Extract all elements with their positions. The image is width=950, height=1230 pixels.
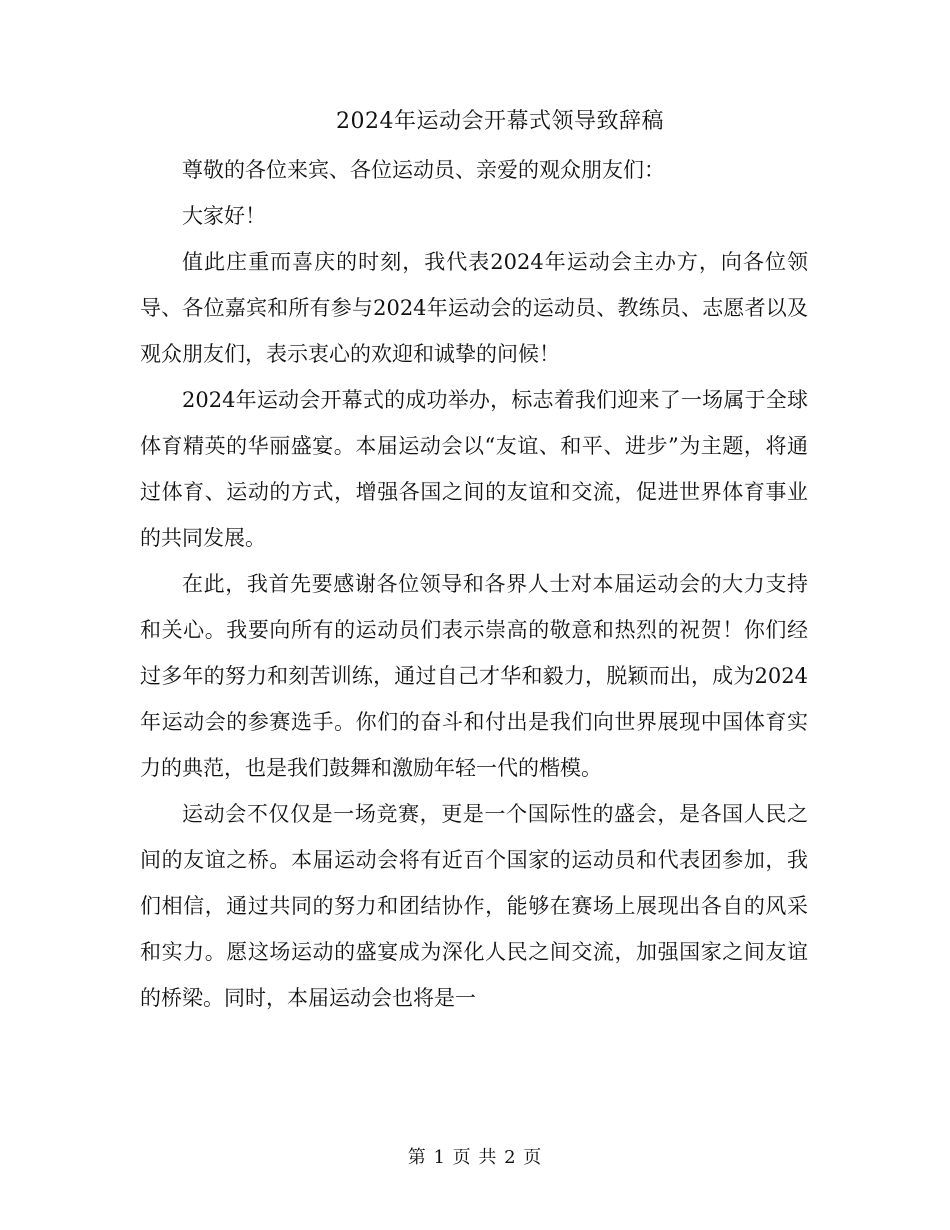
document-body	[140, 147, 808, 1021]
thanks-paragraph: 在此，我首先要感谢各位领导和各界人士对本届运动会的大力支持和关心。我要向所有的运动员们表示崇高的敬意和热烈的祝贺！你们经过多年的努力和刻苦训练，通过自己才华和毅力，脱颖而出，成为2024年运动会的参赛选手。你们的奋斗和付出是我们向世界展现中国体育实力的典范，也是我们鼓舞和激励年轻一代的楷模。	[140, 572, 808, 780]
greeting-paragraph: 大家好！	[182, 204, 266, 228]
salutation-paragraph: 尊敬的各位来宾、各位运动员、亲爱的观众朋友们：	[182, 158, 665, 182]
page-number: 第 1 页 共 2 页	[407, 1147, 543, 1168]
welcome-paragraph: 值此庄重而喜庆的时刻，我代表2024年运动会主办方，向各位领导、各位嘉宾和所有参与2024年运动会的运动员、教练员、志愿者以及观众朋友们，表示衷心的欢迎和诚挚的问候！	[140, 250, 808, 366]
theme-paragraph: 2024年运动会开幕式的成功举办，标志着我们迎来了一场属于全球体育精英的华丽盛宴。本届运动会以“友谊、和平、进步”为主题，将通过体育、运动的方式，增强各国之间的友谊和交流，促进世界体育事业的共同发展。	[140, 388, 808, 550]
friendship-paragraph: 运动会不仅仅是一场竞赛，更是一个国际性的盛会，是各国人民之间的友谊之桥。本届运动会将有近百个国家的运动员和代表团参加，我们相信，通过共同的努力和团结协作，能够在赛场上展现出各自的风采和实力。愿这场运动的盛宴成为深化人民之间交流，加强国家之间友谊的桥梁。同时，本届运动会也将是一	[140, 802, 808, 1010]
document-title: 2024年运动会开幕式领导致辞稿	[336, 109, 664, 134]
